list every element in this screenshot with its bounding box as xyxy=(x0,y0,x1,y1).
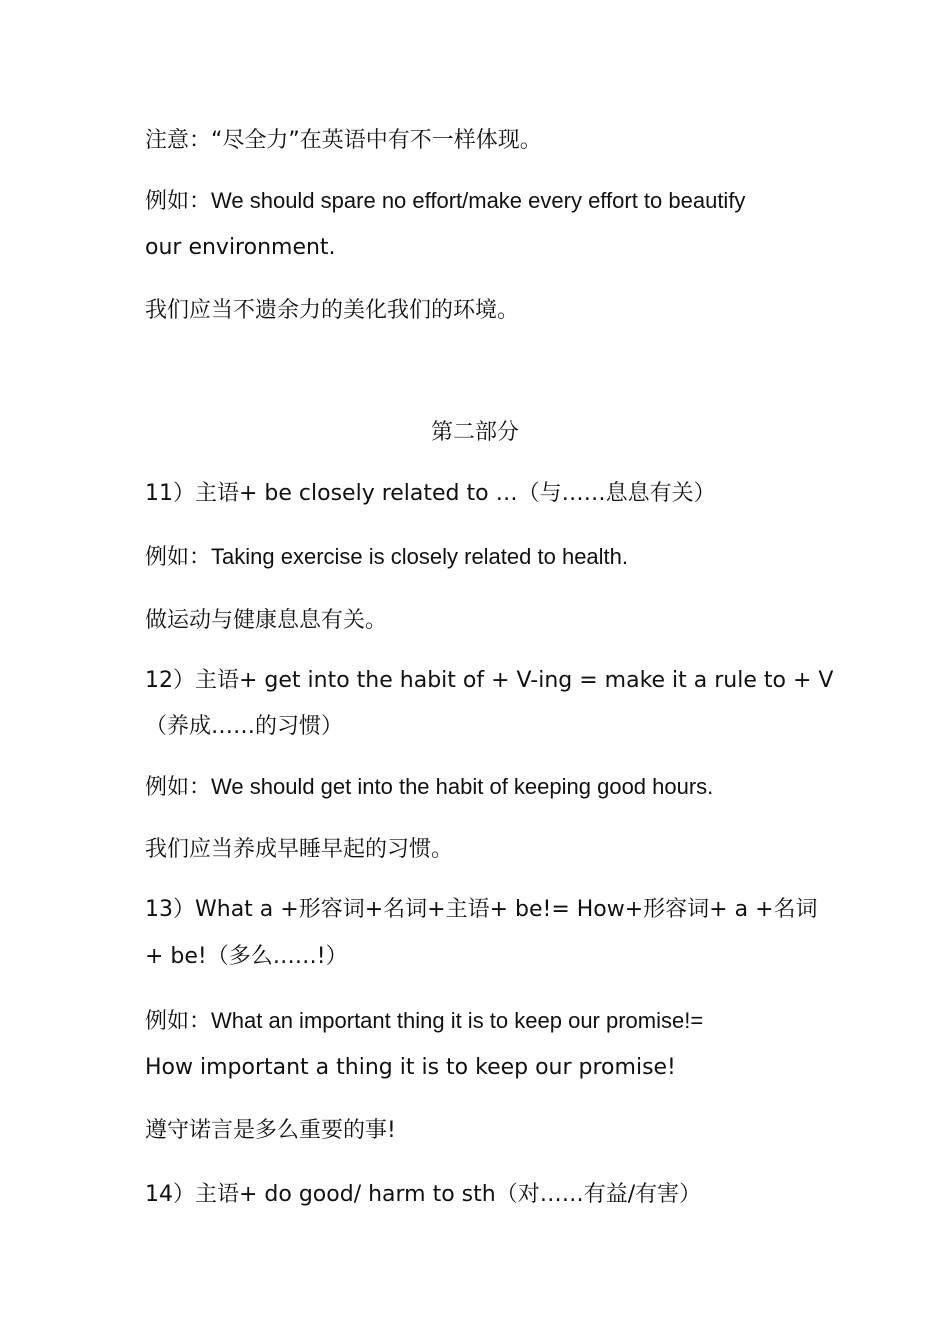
example-english: Taking exercise is closely related to health. xyxy=(211,544,629,569)
example-label: 例如： xyxy=(145,1009,212,1034)
item-12-example xyxy=(145,763,815,811)
item-13-title-line-1: 13）What a +形容词+名词+主语+ be!= How+形容词+ a +名词 xyxy=(145,897,818,922)
item-13-example-chinese: 遵守诺言是多么重要的事! xyxy=(145,1118,396,1143)
item-14-title: 14）主语+ do good/ harm to sth（对……有益/有害） xyxy=(145,1182,702,1207)
item-11-example xyxy=(145,533,815,581)
item-13-example-line-1 xyxy=(145,997,815,1045)
item-11-example-chinese: 做运动与健康息息有关。 xyxy=(145,608,388,633)
example-english: We should spare no effort/make every effort to beautify xyxy=(211,188,746,213)
item-12-example-chinese: 我们应当养成早睡早起的习惯。 xyxy=(145,837,454,862)
note-title: 注意：“尽全力”在英语中有不一样体现。 xyxy=(145,128,542,153)
example-english: What an important thing it is to keep our promise!= xyxy=(211,1008,704,1033)
item-12-title-line-2: （养成……的习惯） xyxy=(145,714,344,739)
item-12-title-line-1: 12）主语+ get into the habit of + V-ing = make it a rule to + V xyxy=(145,668,834,693)
section-heading: 第二部分 xyxy=(430,420,519,445)
item-13-example-line-2: How important a thing it is to keep our promise! xyxy=(145,1055,676,1080)
item-13-title-line-2: + be!（多么……!） xyxy=(145,944,348,969)
example-label: 例如： xyxy=(145,545,212,570)
item-11-title: 11）主语+ be closely related to …（与……息息有关） xyxy=(145,481,716,506)
note-example-line-1 xyxy=(145,177,815,225)
example-english: We should get into the habit of keeping good hours. xyxy=(211,774,714,799)
note-example-line-2: our environment. xyxy=(145,235,336,260)
example-label: 例如： xyxy=(145,775,212,800)
example-label: 例如： xyxy=(145,189,212,214)
note-example-chinese: 我们应当不遗余力的美化我们的环境。 xyxy=(145,298,520,323)
